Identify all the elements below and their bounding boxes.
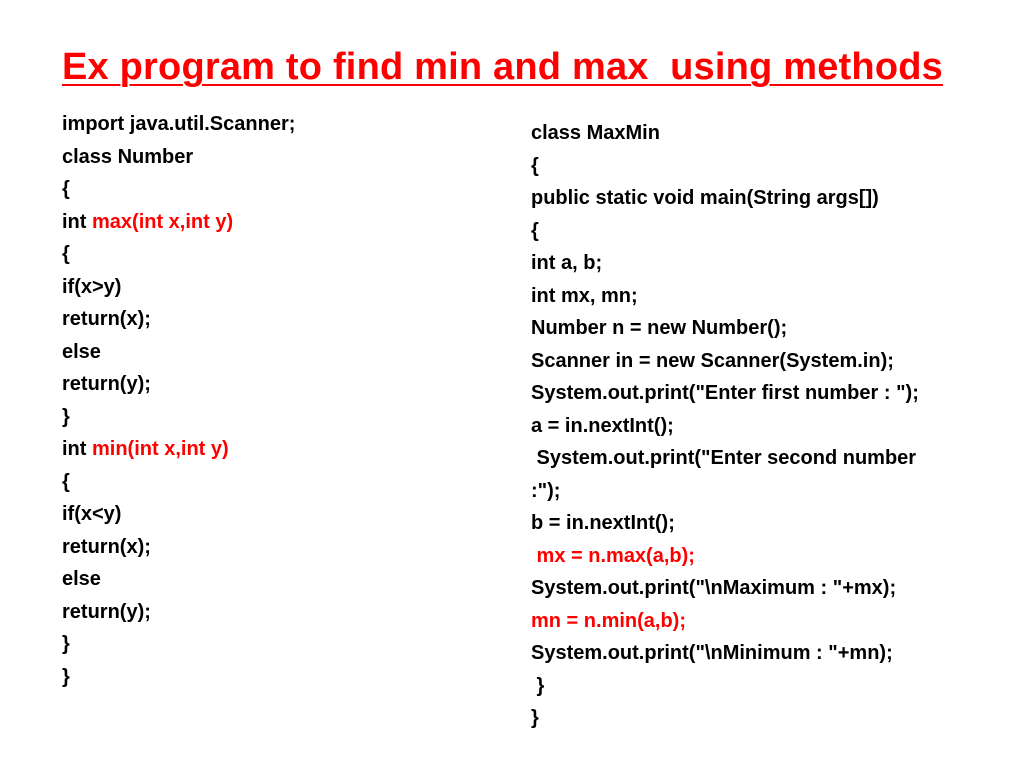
code-text: int: [62, 210, 92, 233]
code-text: System.out.print("Enter second number: [531, 447, 917, 469]
highlighted-code-text: max(int x,int y): [92, 210, 234, 233]
code-text: Scanner in = new Scanner(System.in);: [531, 349, 894, 372]
code-text: {: [531, 219, 539, 242]
highlighted-code-text: min(int x,int y): [92, 438, 229, 460]
code-text: return(y);: [62, 373, 151, 395]
code-text: {: [62, 243, 70, 265]
code-text: {: [62, 470, 70, 493]
code-text: else: [62, 568, 101, 590]
code-text: if(x>y): [62, 275, 122, 298]
code-text: else: [62, 340, 101, 363]
code-line: [531, 507, 1001, 540]
code-line: [531, 410, 1001, 443]
highlighted-code-text: mn = n.min(a,b);: [531, 609, 686, 632]
code-line: [531, 345, 1001, 378]
number-class-code-block: [62, 108, 482, 693]
code-text: if(x<y): [62, 503, 122, 525]
code-text: class Number: [62, 145, 194, 168]
code-text: }: [62, 633, 70, 655]
code-line: [531, 280, 1001, 313]
code-line: [531, 572, 1001, 605]
code-line: [62, 596, 482, 629]
code-line: [531, 475, 1001, 508]
code-line: [531, 702, 1001, 735]
code-text: int: [62, 438, 92, 460]
code-line: [62, 531, 482, 564]
code-text: }: [531, 707, 539, 729]
code-line: [531, 637, 1001, 670]
code-line: [531, 215, 1001, 248]
code-line: [62, 271, 482, 304]
code-text: return(x);: [62, 308, 151, 330]
code-text: Number n = new Number();: [531, 317, 788, 339]
code-text: class MaxMin: [531, 122, 660, 144]
code-line: [62, 433, 482, 466]
slide-title: Ex program to find min and max using methods: [62, 46, 943, 88]
code-line: [62, 238, 482, 271]
code-text: return(x);: [62, 535, 151, 558]
code-line: [62, 303, 482, 336]
code-text: b = in.nextInt();: [531, 512, 675, 534]
code-line: [62, 628, 482, 661]
code-text: }: [62, 665, 70, 688]
code-text: }: [62, 405, 70, 428]
code-line: [531, 247, 1001, 280]
code-text: a = in.nextInt();: [531, 414, 674, 437]
code-line: [62, 368, 482, 401]
code-line: [62, 401, 482, 434]
code-line: [531, 117, 1001, 150]
code-text: :");: [531, 479, 561, 502]
code-line: [531, 182, 1001, 215]
code-text: }: [531, 674, 545, 697]
code-line: [62, 141, 482, 174]
code-line: [531, 670, 1001, 703]
code-line: [62, 466, 482, 499]
code-line: [531, 150, 1001, 183]
code-line: [62, 336, 482, 369]
code-line: [531, 377, 1001, 410]
code-text: public static void main(String args[]): [531, 187, 879, 209]
code-line: [62, 661, 482, 694]
highlighted-code-text: mx = n.max(a,b);: [531, 544, 695, 567]
code-text: {: [531, 154, 539, 177]
code-text: return(y);: [62, 600, 151, 623]
code-line: [531, 312, 1001, 345]
code-line: [531, 605, 1001, 638]
code-line: [62, 173, 482, 206]
code-text: {: [62, 178, 70, 200]
code-text: System.out.print("\nMaximum : "+mx);: [531, 577, 897, 599]
code-line: [62, 498, 482, 531]
code-line: [531, 540, 1001, 573]
code-line: [62, 206, 482, 239]
code-line: [531, 442, 1001, 475]
code-line: [62, 108, 482, 141]
code-line: [62, 563, 482, 596]
code-text: import java.util.Scanner;: [62, 113, 296, 135]
code-text: System.out.print("\nMinimum : "+mn);: [531, 642, 893, 664]
maxmin-class-code-block: [531, 117, 1001, 735]
code-text: int a, b;: [531, 252, 603, 274]
code-text: System.out.print("Enter first number : ");: [531, 382, 919, 404]
code-text: int mx, mn;: [531, 284, 638, 307]
